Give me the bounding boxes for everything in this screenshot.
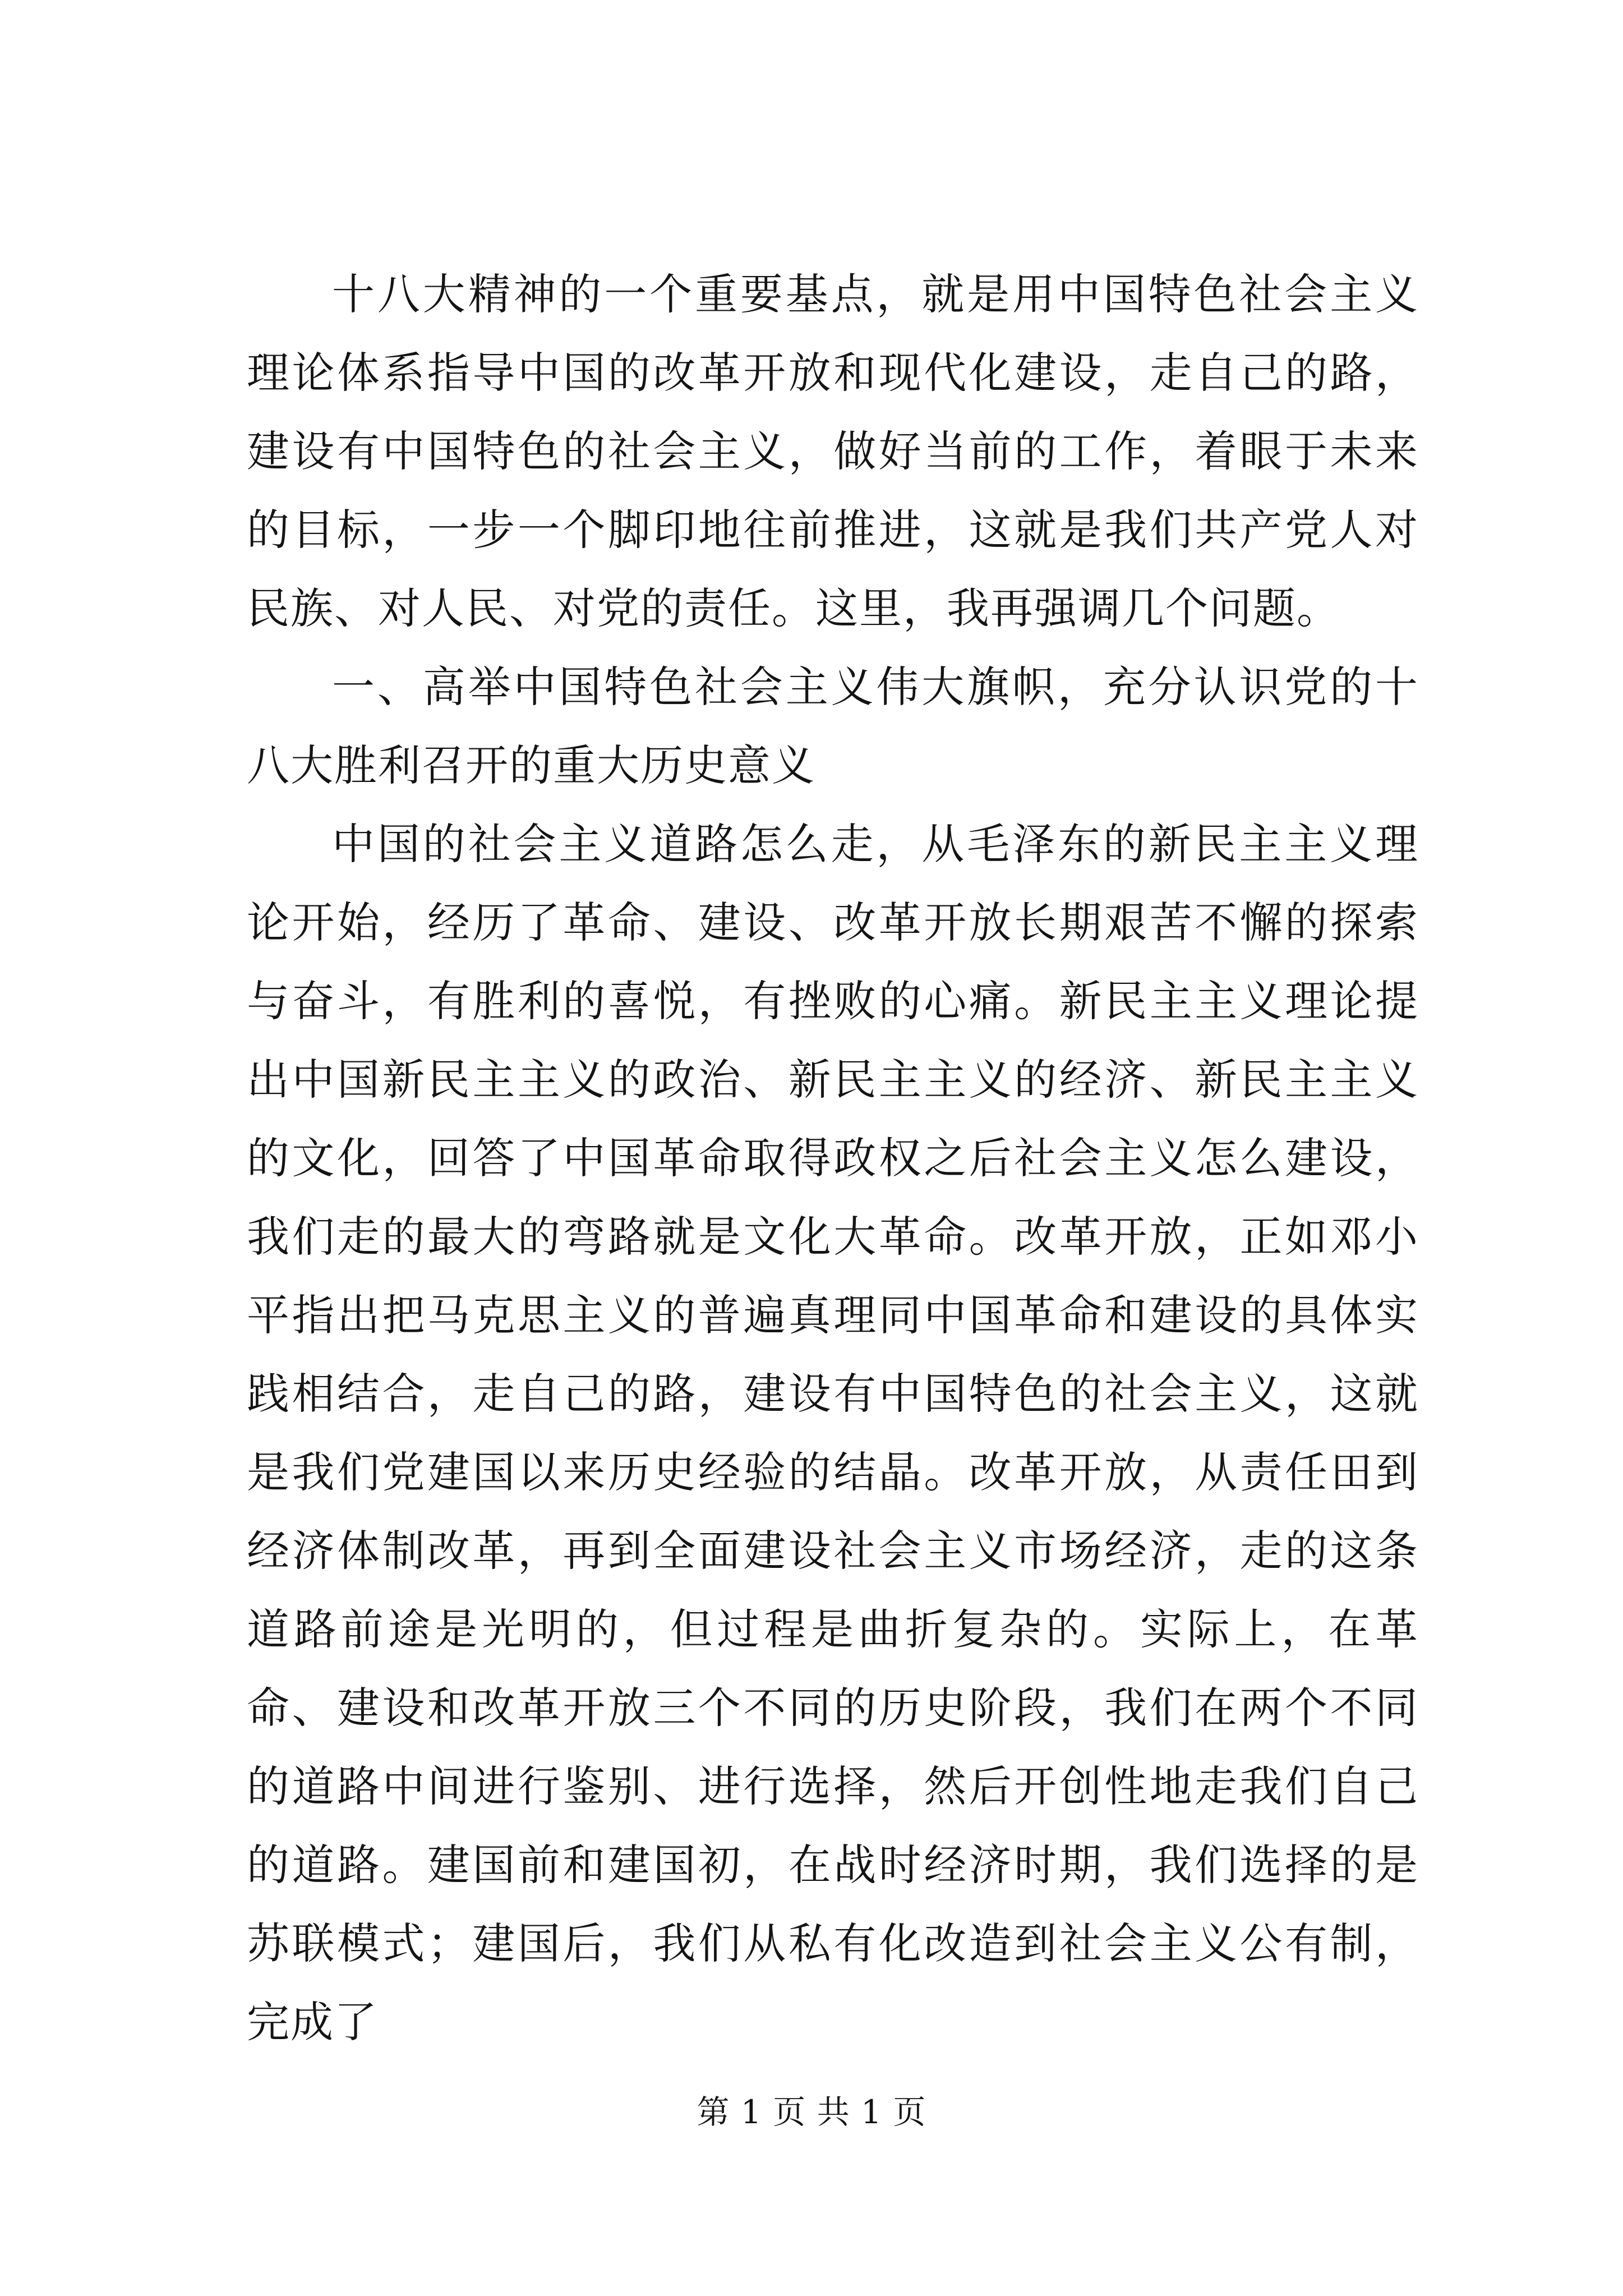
section-heading-one: 一、高举中国特色社会主义伟大旗帜，充分认识党的十八大胜利召开的重大历史意义 [247,662,1419,790]
document-body [247,255,1419,2062]
paragraph-intro: 十八大精神的一个重要基点，就是用中国特色社会主义理论体系指导中国的改革开放和现代化建设，走自己的路，建设有中国特色的社会主义，做好当前的工作，着眼于未来的目标，一步一个脚印地往前推进，这就是我们共产党人对民族、对人民、对党的责任。这里，我再强调几个问题。 [247,269,1419,633]
page-number-footer: 第 1 页 共 1 页 [697,2093,926,2131]
paragraph-history: 中国的社会主义道路怎么走，从毛泽东的新民主主义理论开始，经历了革命、建设、改革开放长期艰苦不懈的探索与奋斗，有胜利的喜悦，有挫败的心痛。新民主主义理论提出中国新民主主义的政治、新民主主义的经济、新民主主义的文化，回答了中国革命取得政权之后社会主义怎么建设，我们走的最大的弯路就是文化大革命。改革开放，正如邓小平指出把马克思主义的普遍真理同中国革命和建设的具体实践相结合，走自己的路，建设有中国特色的社会主义，这就是我们党建国以来历史经验的结晶。改革开放，从责任田到经济体制改革，再到全面建设社会主义市场经济，走的这条道路前途是光明的，但过程是曲折复杂的。实际上，在革命、建设和改革开放三个不同的历史阶段，我们在两个不同的道路中间进行鉴别、进行选择，然后开创性地走我们自己的道路。建国前和建国初，在战时经济时期，我们选择的是苏联模式；建国后，我们从私有化改造到社会主义公有制，完成了 [247,819,1419,2047]
